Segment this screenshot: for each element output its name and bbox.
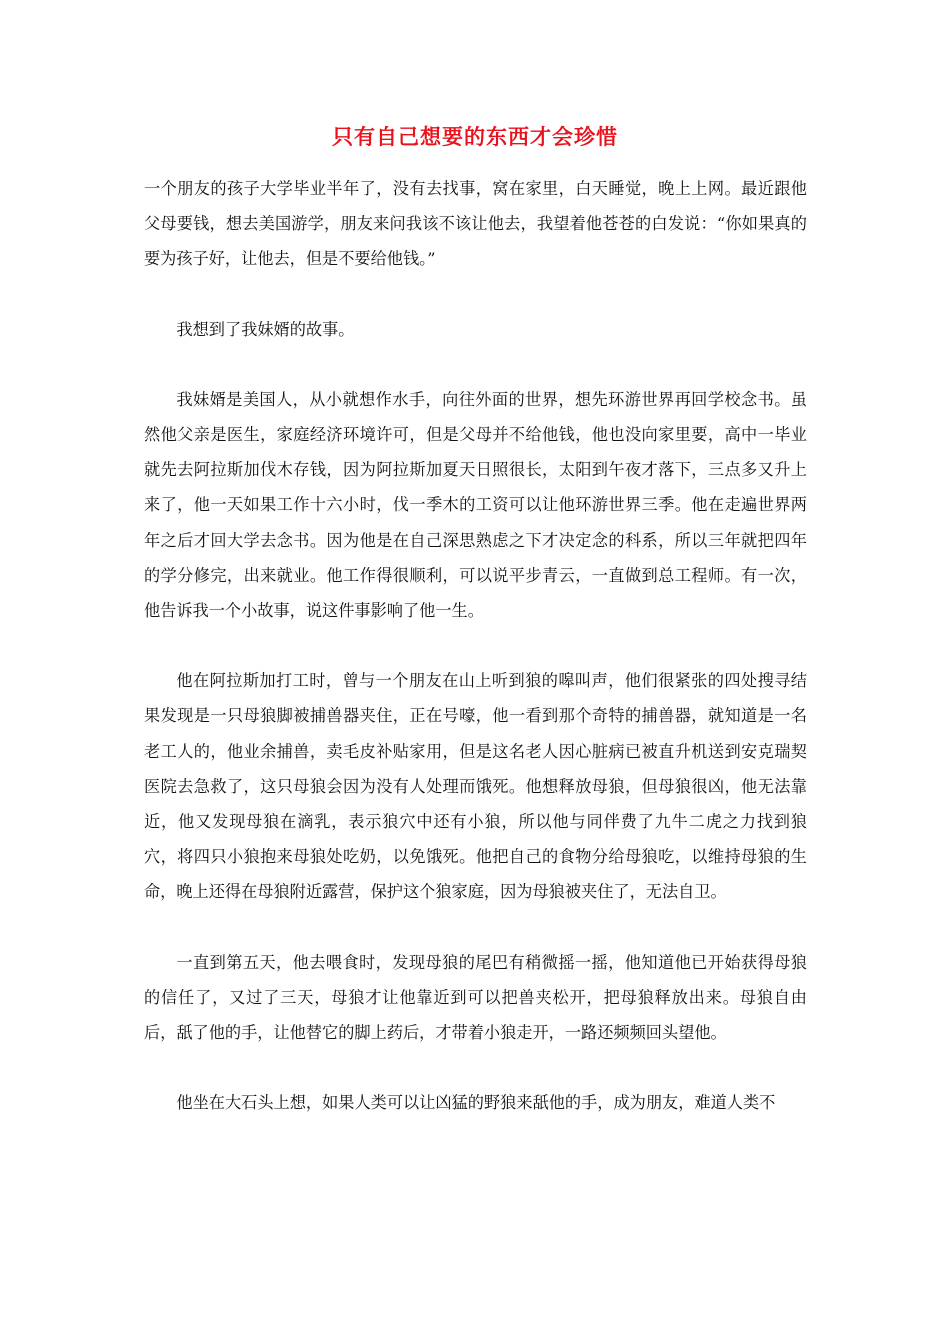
paragraph-1: 一个朋友的孩子大学毕业半年了，没有去找事，窝在家里，白天睡觉，晚上上网。最近跟他父母要钱，想去美国游学，朋友来问我该不该让他去，我望着他苍苍的白发说：“你如果真的要为孩子好，让他去，但是不要给他钱。” (144, 179, 807, 269)
document-title: 只有自己想要的东西才会珍惜 (332, 124, 618, 149)
paragraph-4: 他在阿拉斯加打工时，曾与一个朋友在山上听到狼的嗥叫声，他们很紧张的四处搜寻结果发现是一只母狼脚被捕兽器夹住，正在号嚎，他一看到那个奇特的捕兽器，就知道是一名老工人的，他业余捕兽，卖毛皮补贴家用，但是这名老人因心脏病已被直升机送到安克瑞契医院去急救了，这只母狼会因为没有人处理而饿死。他想释放母狼，但母狼很凶，他无法靠近，他又发现母狼在滴乳，表示狼穴中还有小狼，所以他与同伴费了九牛二虎之力找到狼穴，将四只小狼抱来母狼处吃奶，以免饿死。他把自己的食物分给母狼吃，以维持母狼的生命，晚上还得在母狼附近露营，保护这个狼家庭，因为母狼被夹住了，无法自卫。 (144, 671, 807, 902)
paragraph-6: 他坐在大石头上想，如果人类可以让凶猛的野狼来舐他的手，成为朋友，难道人类不 (176, 1093, 776, 1113)
paragraph-2: 我想到了我妹婿的故事。 (176, 319, 355, 339)
document-body (144, 171, 807, 1120)
paragraph-3: 我妹婿是美国人，从小就想作水手，向往外面的世界，想先环游世界再回学校念书。虽然他父亲是医生，家庭经济环境许可，但是父母并不给他钱，他也没向家里要，高中一毕业就先去阿拉斯加伐木存钱，因为阿拉斯加夏天日照很长，太阳到午夜才落下，三点多又升上来了，他一天如果工作十六小时，伐一季木的工资可以让他环游世界三季。他在走遍世界两年之后才回大学去念书。因为他是在自己深思熟虑之下才决定念的科系，所以三年就把四年的学分修完，出来就业。他工作得很顺利，可以说平步青云，一直做到总工程师。有一次，他告诉我一个小故事，说这件事影响了他一生。 (144, 389, 807, 621)
paragraph-5: 一直到第五天，他去喂食时，发现母狼的尾巴有稍微摇一摇，他知道他已开始获得母狼的信任了，又过了三天，母狼才让他靠近到可以把兽夹松开，把母狼释放出来。母狼自由后，舐了他的手，让他替它的脚上药后，才带着小狼走开，一路还频频回头望他。 (144, 952, 807, 1043)
